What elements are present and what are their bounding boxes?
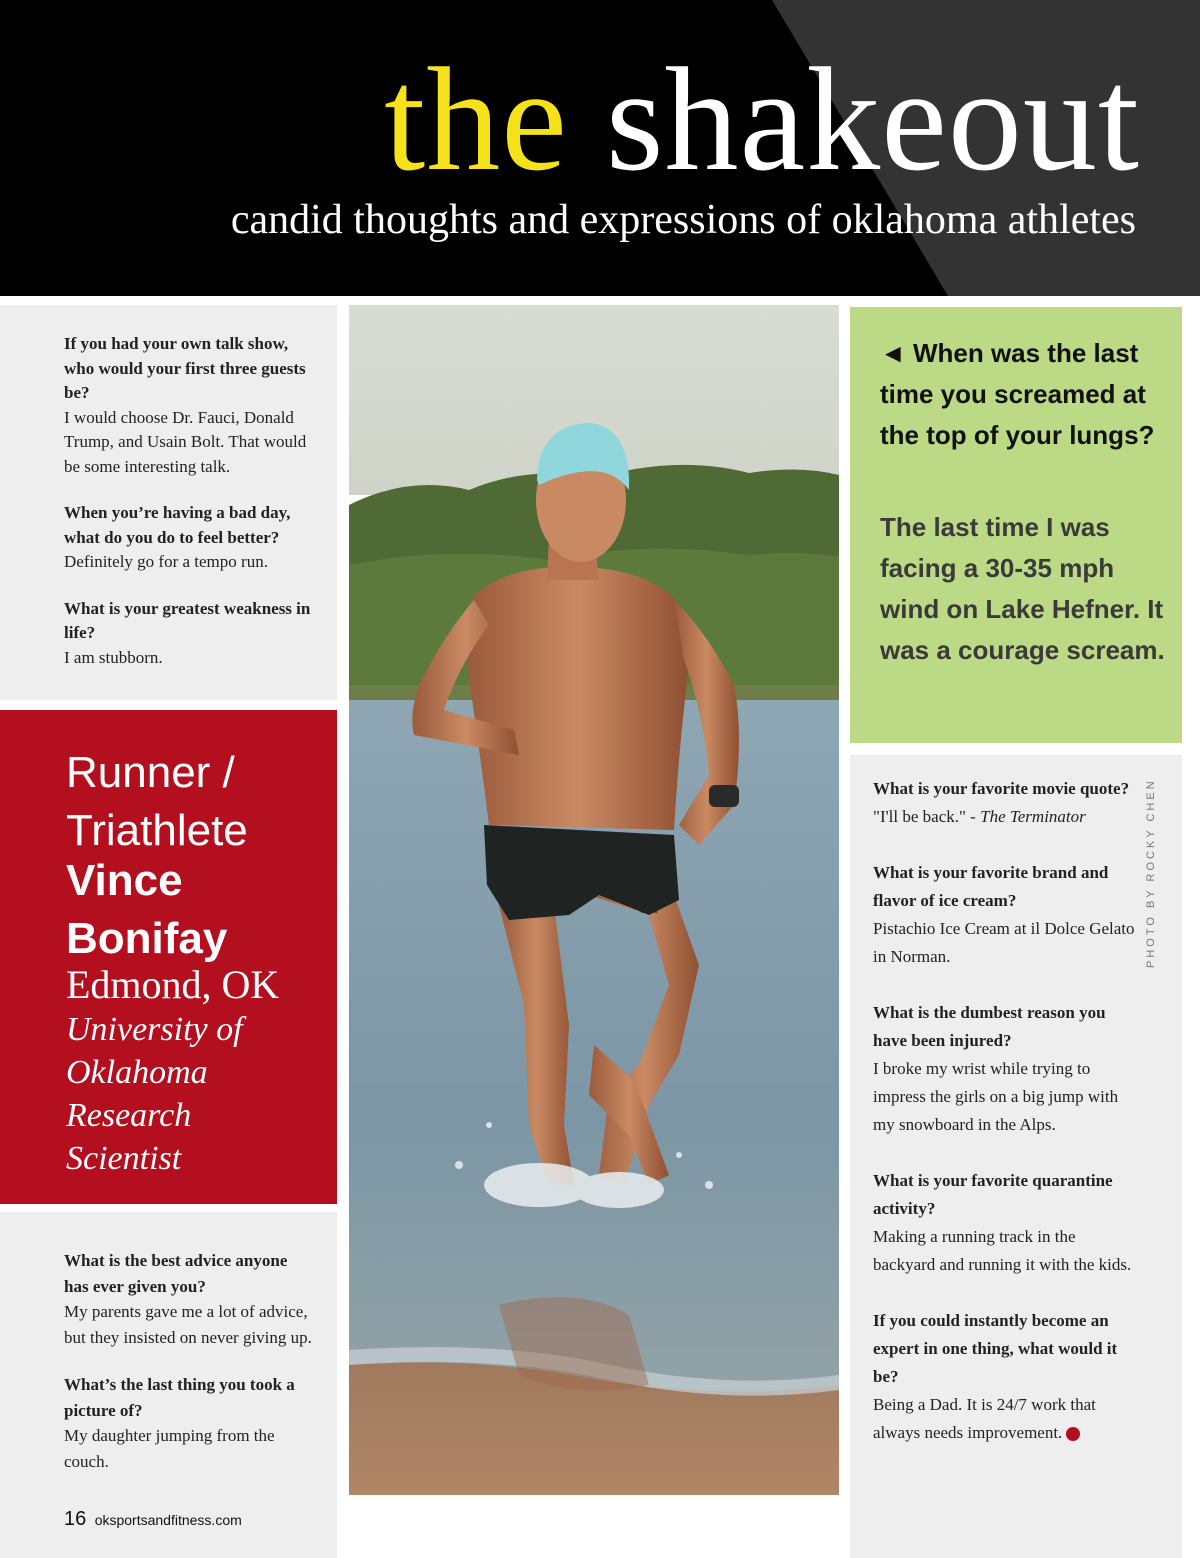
question: If you had your own talk show, who would your first three guests be? bbox=[64, 334, 306, 402]
athlete-sport bbox=[66, 744, 248, 860]
answer bbox=[873, 803, 1135, 831]
athlete-name bbox=[66, 852, 227, 968]
website-url: oksportsandfitness.com bbox=[94, 1512, 242, 1528]
question: What is your greatest weakness in life? bbox=[64, 598, 311, 642]
answer: I broke my wrist while trying to impress the girls on a big jump with my snowboard in the Alps. bbox=[873, 1059, 1119, 1134]
athlete-running-illustration bbox=[349, 305, 839, 1495]
occupation-line: Scientist bbox=[66, 1140, 182, 1177]
qa-item bbox=[873, 1307, 1135, 1447]
qa-item bbox=[64, 1372, 314, 1474]
photo-credit: PHOTO BY ROCKY CHEN bbox=[1145, 778, 1157, 968]
athlete-photo bbox=[349, 305, 839, 1495]
title-word-the: the bbox=[384, 38, 568, 202]
occupation-line: University of bbox=[66, 1011, 243, 1048]
qa-item bbox=[64, 332, 314, 479]
qa-item bbox=[873, 1167, 1135, 1279]
question: What is the best advice anyone has ever given you? bbox=[64, 1251, 288, 1296]
page-subtitle: candid thoughts and expressions of oklahoma athletes bbox=[230, 197, 1136, 243]
athlete-first-name: Vince bbox=[66, 856, 183, 905]
athlete-profile-box bbox=[0, 710, 337, 1204]
qa-item bbox=[64, 1248, 314, 1350]
answer: Definitely go for a tempo run. bbox=[64, 552, 268, 571]
qa-panel-right bbox=[850, 755, 1182, 1558]
end-mark-icon bbox=[1066, 1427, 1080, 1441]
qa-item bbox=[873, 775, 1135, 831]
answer: My parents gave me a lot of advice, but they insisted on never giving up. bbox=[64, 1302, 312, 1347]
answer: I am stubborn. bbox=[64, 647, 163, 667]
question: What’s the last thing you took a picture of? bbox=[64, 1375, 295, 1420]
question: When you’re having a bad day, what do you do to feel better? bbox=[64, 503, 291, 547]
sport-line: Runner / bbox=[66, 748, 235, 797]
answer bbox=[873, 1391, 1135, 1447]
question: If you could instantly become an expert in one thing, what would it be? bbox=[873, 1311, 1118, 1386]
athlete-occupation bbox=[66, 1008, 306, 1180]
callout-question: ◄ When was the last time you screamed at the top of your lungs? bbox=[880, 338, 1155, 450]
answer: I would choose Dr. Fauci, Donald Trump, and Usain Bolt. That would be some interesting talk. bbox=[64, 407, 307, 476]
page-footer bbox=[64, 1508, 242, 1531]
answer: Pistachio Ice Cream at il Dolce Gelato in Norman. bbox=[873, 919, 1135, 966]
callout-box bbox=[850, 307, 1182, 743]
qa-panel-left-top bbox=[0, 305, 337, 700]
qa-item bbox=[873, 999, 1135, 1139]
qa-panel-left-bottom bbox=[0, 1212, 337, 1558]
qa-item bbox=[873, 859, 1135, 971]
athlete-last-name: Bonifay bbox=[66, 914, 228, 963]
page-title bbox=[384, 40, 1140, 200]
athlete-city: Edmond, OK bbox=[66, 962, 280, 1007]
qa-item bbox=[64, 501, 314, 575]
qa-item bbox=[64, 597, 314, 671]
question: What is your favorite movie quote? bbox=[873, 779, 1130, 798]
page-number: 16 bbox=[64, 1508, 87, 1530]
movie-title: The Terminator bbox=[980, 807, 1086, 826]
question: What is your favorite quarantine activity? bbox=[873, 1171, 1113, 1218]
question: What is your favorite brand and flavor of ice cream? bbox=[873, 863, 1109, 910]
qa-list bbox=[64, 1248, 314, 1496]
sport-line: Triathlete bbox=[66, 806, 248, 855]
answer: Making a running track in the backyard and running it with the kids. bbox=[873, 1227, 1132, 1274]
callout-answer: The last time I was facing a 30-35 mph wind on Lake Hefner. It was a courage scream. bbox=[880, 512, 1165, 665]
answer-text: Being a Dad. It is 24/7 work that always needs improvement. bbox=[873, 1395, 1096, 1442]
occupation-line: Research bbox=[66, 1097, 192, 1134]
title-word-shakeout: shakeout bbox=[605, 38, 1140, 202]
question: What is the dumbest reason you have been injured? bbox=[873, 1003, 1106, 1050]
qa-list bbox=[873, 775, 1135, 1475]
answer-text: "I'll be back." - bbox=[873, 807, 981, 826]
bib-number: 34 bbox=[639, 897, 660, 917]
answer: My daughter jumping from the couch. bbox=[64, 1426, 275, 1471]
page-header bbox=[0, 0, 1200, 296]
occupation-line: Oklahoma bbox=[66, 1054, 208, 1091]
qa-list bbox=[64, 332, 314, 692]
